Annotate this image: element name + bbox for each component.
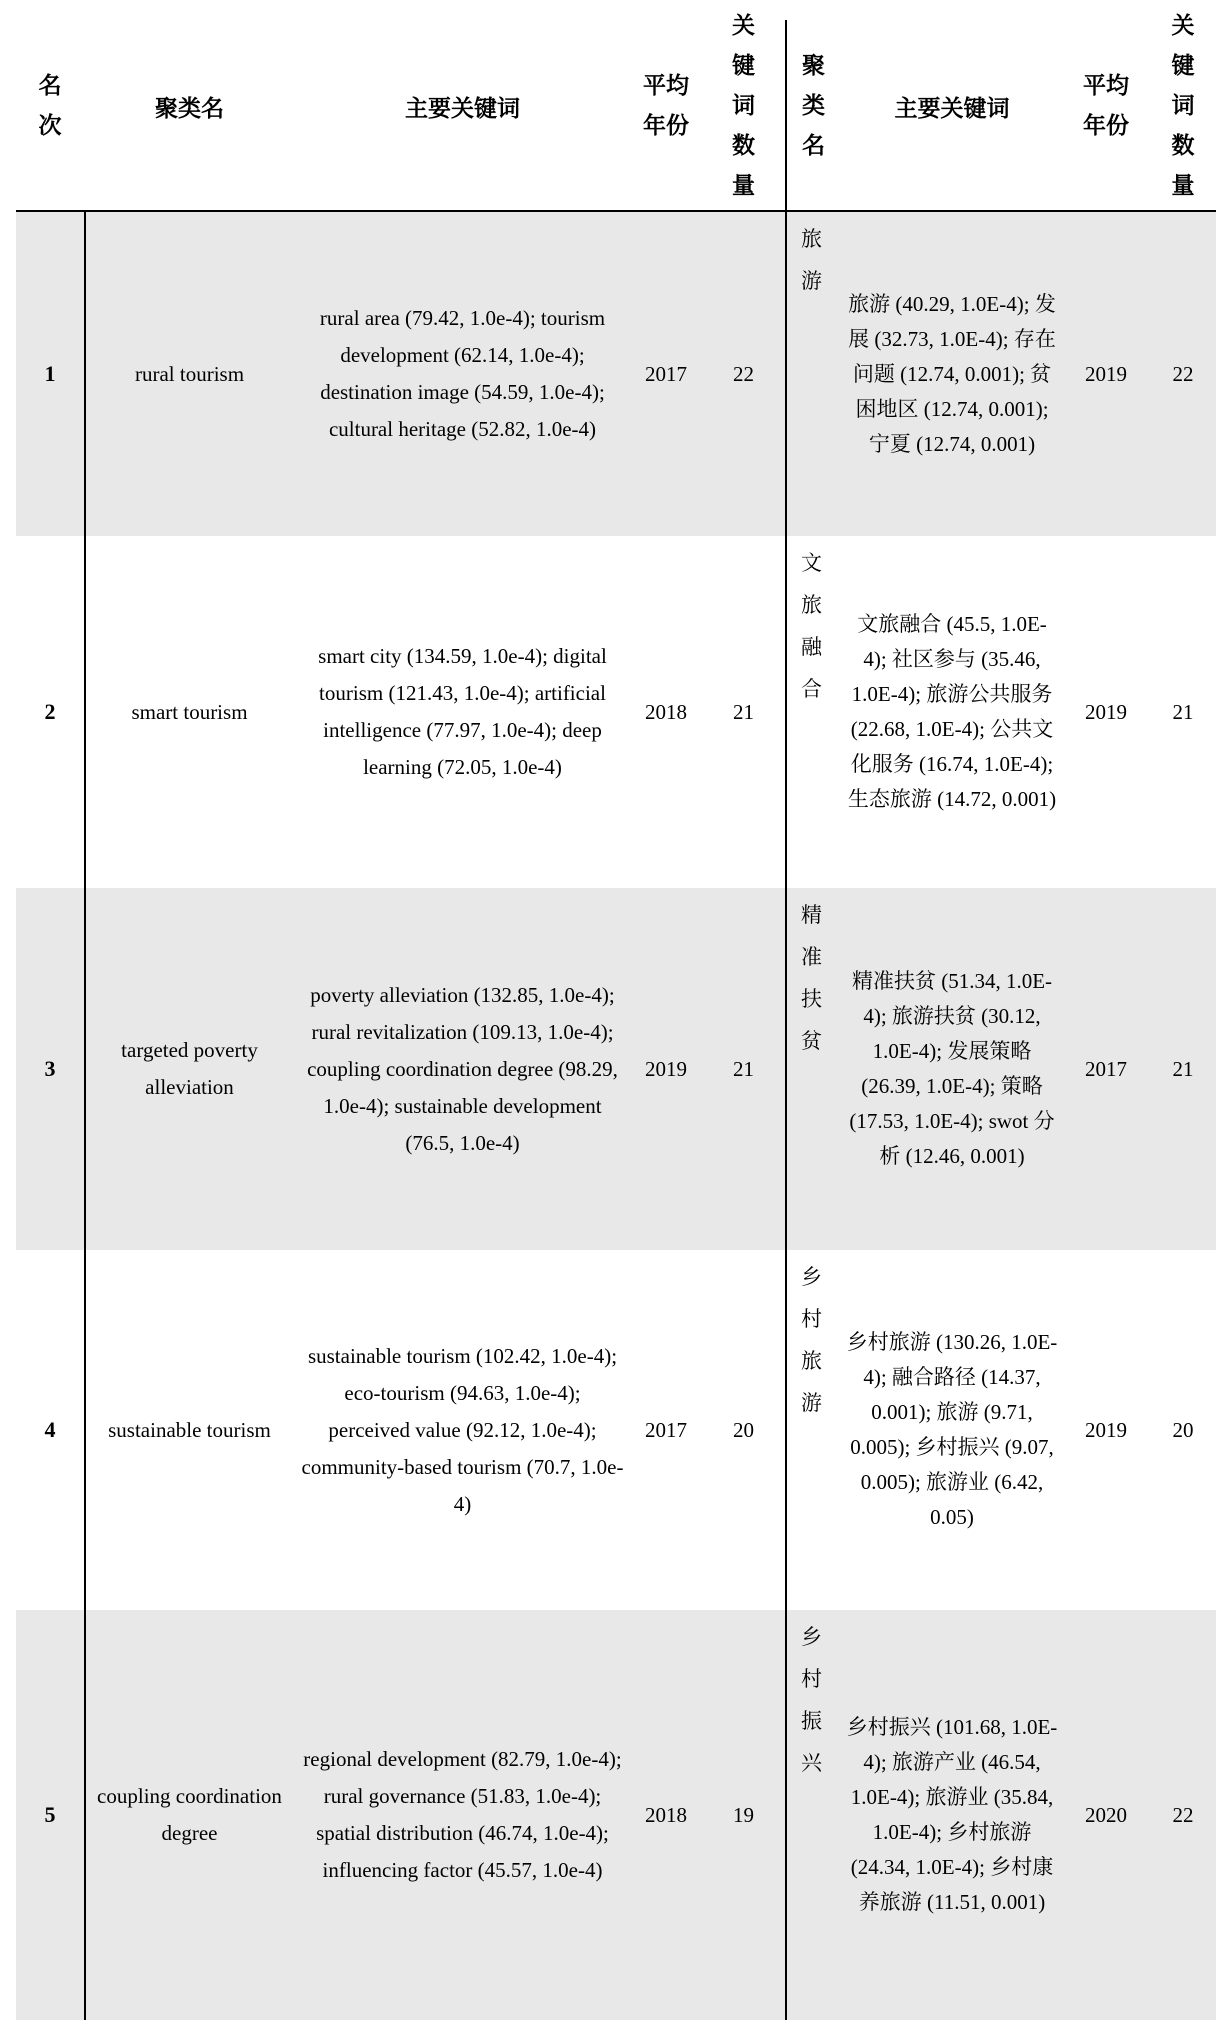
cluster-en-cell: targeted poverty alleviation (121, 1038, 258, 1099)
rank-cell: 2 (44, 699, 56, 724)
header-year-left (630, 0, 702, 212)
rank-cell: 3 (44, 1056, 56, 1081)
rank-cell: 1 (44, 361, 56, 386)
table-header-row (16, 0, 1216, 212)
header-count-right-label: 关键词数量 (1171, 13, 1195, 198)
year-left-cell: 2017 (645, 361, 687, 386)
header-cluster-right-label: 聚类名 (802, 53, 825, 158)
count-right-cell: 20 (1172, 1417, 1194, 1442)
year-left-cell: 2018 (645, 699, 687, 724)
keywords-en-cell: regional development (82.79, 1.0e-4); rural governance (51.83, 1.0e-4); spatial distribution (46.74, 1.0e-4); influencing factor (45.57, 1.0e-4) (303, 1747, 622, 1882)
year-right-cell: 2017 (1085, 1056, 1127, 1081)
rank-cell: 5 (44, 1802, 56, 1827)
table-row-2 (16, 536, 1216, 888)
cluster-zh-label: 文旅融合 (801, 551, 822, 701)
cluster-zh-cell (785, 536, 842, 888)
cluster-zh-cell (785, 1250, 842, 1610)
keywords-zh-cell: 乡村振兴 (101.68, 1.0E-4); 旅游产业 (46.54, 1.0E-4); 旅游业 (35.84, 1.0E-4); 乡村旅游 (24.34, 1.0E-4); 乡村康养旅游 (11.51, 0.001) (846, 1715, 1058, 1914)
cluster-en-cell: coupling coordination degree (97, 1784, 282, 1845)
year-right-cell: 2019 (1085, 1417, 1127, 1442)
year-right-cell: 2019 (1085, 361, 1127, 386)
cluster-zh-cell (785, 212, 842, 536)
keywords-en-cell: smart city (134.59, 1.0e-4); digital tourism (121.43, 1.0e-4); artificial intelligence (77.97, 1.0e-4); deep learning (72.05, 1.0e-4) (318, 644, 607, 779)
header-keywords-left (295, 0, 630, 212)
count-left-cell: 22 (733, 361, 754, 386)
cluster-zh-label: 乡村旅游 (801, 1265, 822, 1415)
keywords-en-cell: rural area (79.42, 1.0e-4); tourism development (62.14, 1.0e-4); destination image (54.59, 1.0e-4); cultural heritage (52.82, 1.0e-4) (319, 306, 606, 441)
year-right-cell: 2020 (1085, 1802, 1127, 1827)
year-left-cell: 2017 (645, 1417, 687, 1442)
half-divider-line (785, 20, 787, 2020)
table-row-5 (16, 1610, 1216, 2020)
keywords-zh-cell: 文旅融合 (45.5, 1.0E-4); 社区参与 (35.46, 1.0E-4); 旅游公共服务 (22.68, 1.0E-4); 公共文化服务 (16.74, 1.0E-4); 生态旅游 (14.72, 0.001) (847, 612, 1057, 811)
cluster-zh-cell (785, 888, 842, 1250)
count-right-cell: 21 (1172, 1056, 1194, 1081)
keywords-zh-cell: 旅游 (40.29, 1.0E-4); 发展 (32.73, 1.0E-4); 存在问题 (12.74, 0.001); 贫困地区 (12.74, 0.001); 宁夏 (12.74, 0.001) (848, 291, 1056, 456)
cluster-zh-cell (785, 1610, 842, 2020)
header-count-right (1150, 0, 1216, 212)
year-left-cell: 2018 (645, 1802, 687, 1827)
cluster-zh-label: 旅游 (801, 227, 822, 293)
header-rank-label: 名次 (38, 73, 62, 138)
header-cluster-right (785, 0, 842, 212)
header-count-left-label: 关键词数量 (732, 13, 755, 198)
cluster-en-cell: rural tourism (134, 361, 245, 386)
header-rank (16, 0, 84, 212)
cluster-zh-label: 乡村振兴 (801, 1625, 822, 1775)
table-row-1 (16, 212, 1216, 536)
table-row-4 (16, 1250, 1216, 1610)
keywords-zh-cell: 乡村旅游 (130.26, 1.0E-4); 融合路径 (14.37, 0.001); 旅游 (9.71, 0.005); 乡村振兴 (9.07, 0.005); 旅游业 (6.42, 0.05) (846, 1330, 1058, 1529)
header-year-right-label: 平均年份 (1083, 73, 1129, 138)
header-separator-rule (16, 210, 1216, 212)
header-cluster-left-label: 聚类名 (155, 95, 224, 121)
count-right-cell: 22 (1172, 361, 1194, 386)
header-keywords-left-label: 主要关键词 (405, 95, 520, 121)
year-left-cell: 2019 (645, 1056, 687, 1081)
keywords-zh-cell: 精准扶贫 (51.34, 1.0E-4); 旅游扶贫 (30.12, 1.0E-4); 发展策略 (26.39, 1.0E-4); 策略 (17.53, 1.0E-4); swot 分析 (12.46, 0.001) (849, 969, 1055, 1168)
count-left-cell: 19 (733, 1802, 754, 1827)
header-year-left-label: 平均年份 (643, 73, 689, 138)
header-count-left (702, 0, 785, 212)
rank-column-divider-line (84, 211, 86, 2020)
table-row-3 (16, 888, 1216, 1250)
rank-cell: 4 (44, 1417, 56, 1442)
cluster-en-cell: smart tourism (131, 699, 248, 724)
header-year-right (1062, 0, 1150, 212)
cluster-zh-label: 精准扶贫 (801, 903, 822, 1053)
year-right-cell: 2019 (1085, 699, 1127, 724)
count-right-cell: 21 (1172, 699, 1194, 724)
header-keywords-right (842, 0, 1062, 212)
keywords-en-cell: sustainable tourism (102.42, 1.0e-4); eco-tourism (94.63, 1.0e-4); perceived value (92.12, 1.0e-4); community-based tourism (70.7, 1.0e-4) (301, 1343, 624, 1516)
count-left-cell: 21 (733, 699, 754, 724)
count-left-cell: 20 (733, 1417, 754, 1442)
cluster-en-cell: sustainable tourism (108, 1417, 271, 1442)
header-cluster-left (84, 0, 295, 212)
count-left-cell: 21 (733, 1056, 754, 1081)
header-keywords-right-label: 主要关键词 (894, 95, 1010, 121)
count-right-cell: 22 (1172, 1802, 1194, 1827)
keywords-en-cell: poverty alleviation (132.85, 1.0e-4); rural revitalization (109.13, 1.0e-4); coupling coordination degree (98.29, 1.0e-4); sustainable development (76.5, 1.0e-4) (307, 982, 618, 1155)
